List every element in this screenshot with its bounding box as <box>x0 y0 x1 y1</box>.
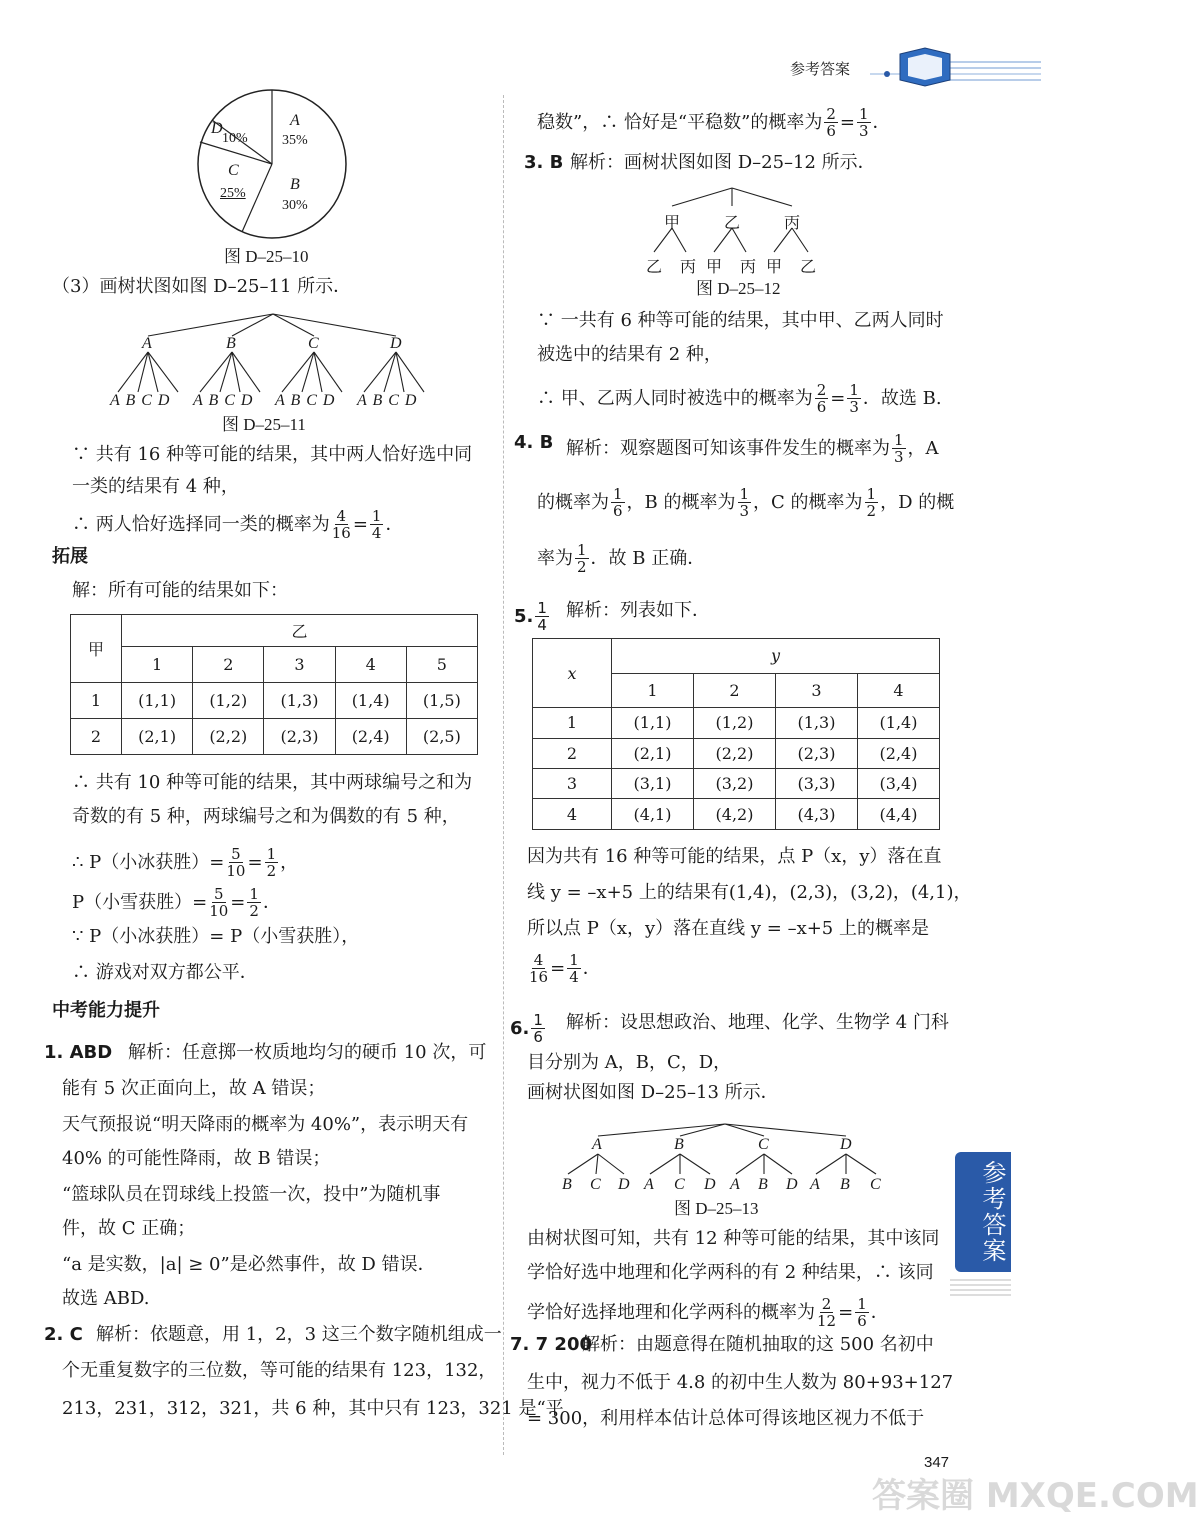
q1-line-f: 件，故 C 正确； <box>62 1218 196 1239</box>
tree13-leaf: D <box>618 1176 630 1193</box>
fraction-num: 1 <box>266 845 277 863</box>
col-header: 1 <box>612 673 694 708</box>
fraction-den: 3 <box>849 398 859 416</box>
pie-value-b: 30% <box>282 198 308 213</box>
fraction-num: 4 <box>336 507 347 525</box>
fraction-1-4 <box>567 952 581 985</box>
table-cell: (4,4) <box>858 799 940 830</box>
table-cell: (3,1) <box>612 769 694 799</box>
right-line-15: = 300，利用样本估计总体可得该地区视力不低于 <box>527 1408 925 1429</box>
fraction-den: 6 <box>826 122 836 140</box>
q5-line-a: 解析：列表如下． <box>566 600 710 621</box>
col-header: 1 <box>122 647 193 683</box>
fraction-num: 1 <box>857 1295 867 1313</box>
fraction-1-6 <box>855 1296 869 1329</box>
q4-line-a-text: 解析：观察题图可知该事件发生的概率为 <box>566 437 890 459</box>
q4-line-a <box>566 432 939 465</box>
q4-text: ，C 的概率为 <box>753 491 863 513</box>
q5-answer <box>514 600 551 633</box>
equals: = <box>230 891 246 913</box>
table-cell: (2,5) <box>406 719 477 755</box>
q1-line-d: 40% 的可能性降雨，故 B 错误； <box>62 1148 331 1169</box>
fraction-den: 6 <box>857 1312 867 1330</box>
fraction-num: 1 <box>371 507 382 525</box>
right-line-14: 生中，视力不低于 4.8 的初中生人数为 80+93+127 <box>527 1372 954 1393</box>
fraction-num: 1 <box>858 105 869 123</box>
table-corner: x <box>533 639 612 708</box>
tree-diagram-11 <box>108 312 438 400</box>
right-line-9 <box>527 952 601 985</box>
tree11-leaves-b: A B C D <box>193 392 253 409</box>
fraction-4-16 <box>529 952 548 985</box>
q7-answer: 7. 7 200 <box>510 1334 592 1355</box>
table-cell: (3,3) <box>776 769 858 799</box>
tree11-leaves-c: A B C D <box>275 392 335 409</box>
table-cell: (1,4) <box>335 683 406 719</box>
q1-line-a: 解析：任意掷一枚质地均匀的硬币 10 次，可 <box>128 1042 487 1063</box>
table-cell: (1,5) <box>406 683 477 719</box>
q4-text: ，D 的概 <box>880 491 955 513</box>
right-line-3-text: ∴ 甲、乙两人同时被选中的概率为 <box>537 387 813 409</box>
table-cell: (1,1) <box>612 708 694 738</box>
fraction-1-4 <box>535 600 549 633</box>
q6-line-a: 解析：设思想政治、地理、化学、生物学 4 门科 <box>566 1012 949 1033</box>
q1-line-g: “a 是实数，|a| ≥ 0”是必然事件，故 D 错误． <box>62 1254 436 1275</box>
fraction-den: 4 <box>569 968 579 986</box>
left-line-5: 奇数的有 5 种，两球编号之和为偶数的有 5 种， <box>72 806 460 827</box>
tree12-leaf: 乙 <box>646 259 663 276</box>
q1-line-c: 天气预报说“明天降雨的概率为 40%”，表示明天有 <box>62 1114 469 1135</box>
side-tab <box>955 1152 1011 1272</box>
prob-bing <box>72 846 298 879</box>
fraction-num: 1 <box>849 381 859 399</box>
equals: = <box>247 851 263 873</box>
section-zhongkao: 中考能力提升 <box>52 1000 160 1021</box>
left-line-3-text: ∴ 两人恰好选择同一类的概率为 <box>72 513 330 535</box>
prob-bing-label: ∴ P（小冰获胜）= <box>72 851 225 873</box>
fraction-num: 2 <box>826 105 836 123</box>
table-cell: (2,3) <box>776 738 858 768</box>
table-row <box>533 769 940 799</box>
table-row <box>71 683 478 719</box>
pie-label-d: D <box>211 120 223 137</box>
right-line-3-end: ．故选 B. <box>862 387 942 409</box>
figure-caption-11: 图 D–25–11 <box>222 415 306 434</box>
q4-line-a-end: ，A <box>907 437 939 459</box>
watermark: 答案圈 MXQE.COM <box>872 1476 1199 1516</box>
table-cell: (2,1) <box>122 719 193 755</box>
q2-line-a: 解析：依题意，用 1，2，3 这三个数字随机组成一 <box>96 1324 502 1345</box>
q4-answer: 4. B <box>514 432 554 453</box>
right-line-11: 由树状图可知，共有 12 种等可能的结果，其中该同 <box>527 1228 940 1249</box>
q2-line-c: 213，231，312，321，共 6 种，其中只有 123，321 是“平 <box>62 1398 564 1419</box>
figure-caption-10: 图 D–25–10 <box>224 247 309 266</box>
left-line-7: ∴ 游戏对双方都公平． <box>72 962 258 983</box>
q4-text: 率为 <box>537 547 573 569</box>
table-cell: (1,4) <box>858 708 940 738</box>
result-table-right <box>532 638 940 830</box>
fraction-1-2 <box>575 542 589 575</box>
tree13-leaf: A <box>644 1176 654 1193</box>
row-header: 2 <box>533 738 612 768</box>
tree13-leaf: D <box>786 1176 798 1193</box>
q6-answer <box>510 1012 547 1045</box>
fraction-den: 16 <box>331 524 351 542</box>
fraction-num: 5 <box>231 845 241 863</box>
q4-text: ，B 的概率为 <box>626 491 736 513</box>
right-line-13 <box>527 1296 889 1329</box>
table-cell: (2,2) <box>193 719 264 755</box>
table-top-header: 乙 <box>122 615 478 647</box>
q5-number: 5. <box>514 605 534 627</box>
equals: = <box>550 957 566 979</box>
table-cell: (2,4) <box>335 719 406 755</box>
fraction-den: 2 <box>266 862 277 880</box>
row-header: 4 <box>533 799 612 830</box>
period: ． <box>582 957 601 979</box>
column-divider <box>503 95 505 1455</box>
pie-label-c: C <box>228 162 239 179</box>
tree13-leaf: A <box>810 1176 820 1193</box>
tree11-node-a: A <box>142 335 152 352</box>
tree13-leaf: C <box>674 1176 685 1193</box>
table-cell: (4,2) <box>694 799 776 830</box>
fraction-den: 2 <box>249 902 259 920</box>
fraction-den: 6 <box>816 398 827 416</box>
fraction-den: 3 <box>739 502 750 520</box>
figure-caption-13: 图 D–25–13 <box>674 1199 759 1218</box>
result-table-left <box>70 614 478 755</box>
table-cell: (4,1) <box>612 799 694 830</box>
fraction-num: 1 <box>533 1011 543 1029</box>
fraction-den: 10 <box>226 862 246 880</box>
left-line-3 <box>72 508 403 541</box>
fraction-num: 4 <box>533 951 544 969</box>
tree13-leaf: C <box>870 1176 881 1193</box>
fraction-2-12 <box>817 1296 836 1329</box>
table-row <box>533 738 940 768</box>
fraction-1-3 <box>892 432 906 465</box>
row-header: 2 <box>71 719 122 755</box>
fraction-1-2 <box>265 846 279 879</box>
table-row <box>533 708 940 738</box>
q1-line-h: 故选 ABD. <box>62 1288 150 1309</box>
left-line-4: ∴ 共有 10 种等可能的结果，其中两球编号之和为 <box>72 772 473 793</box>
col-header: 5 <box>406 647 477 683</box>
table-row <box>533 799 940 830</box>
tree13-leaf: D <box>704 1176 716 1193</box>
comma: ， <box>280 851 299 873</box>
tree13-leaf: A <box>730 1176 740 1193</box>
col-header: 2 <box>193 647 264 683</box>
header-title: 参考答案 <box>790 60 851 78</box>
q6-number: 6. <box>510 1017 530 1039</box>
fraction-2-6 <box>815 382 829 415</box>
tree13-leaf: C <box>590 1176 601 1193</box>
fraction-num: 2 <box>821 1295 832 1313</box>
tree13-node-d: D <box>840 1136 852 1153</box>
table-cell: (1,3) <box>776 708 858 738</box>
tree12-leaf: 丙 <box>740 259 757 276</box>
right-line-r9: 目分别为 A，B，C，D， <box>527 1052 732 1073</box>
fraction-1-3 <box>738 486 752 519</box>
tree13-node-a: A <box>592 1136 602 1153</box>
table-cell: (1,2) <box>193 683 264 719</box>
tree12-leaf: 丙 <box>680 259 697 276</box>
fraction-den: 3 <box>858 122 869 140</box>
fraction-1-4 <box>370 508 384 541</box>
period: ． <box>262 891 281 913</box>
table-cell: (2,1) <box>612 738 694 768</box>
right-line-0-text: 稳数”，∴ 恰好是“平稳数”的概率为 <box>537 111 823 133</box>
table-cell: (4,3) <box>776 799 858 830</box>
fraction-1-3 <box>847 382 861 415</box>
tree13-node-b: B <box>674 1136 684 1153</box>
tree11-node-d: D <box>390 335 402 352</box>
equals: = <box>830 387 846 409</box>
fraction-den: 16 <box>529 968 549 986</box>
fraction-4-16 <box>332 508 351 541</box>
fraction-num: 1 <box>577 541 587 559</box>
row-header: 1 <box>71 683 122 719</box>
col-header: 3 <box>264 647 335 683</box>
right-line-1: ∵ 一共有 6 种等可能的结果，其中甲、乙两人同时 <box>537 310 944 331</box>
table-top-header: y <box>612 639 940 674</box>
fraction-num: 1 <box>894 431 904 449</box>
q4-line-b <box>537 486 954 519</box>
prob-xue <box>72 886 281 919</box>
fraction-num: 1 <box>866 485 877 503</box>
prob-xue-label: P（小雪获胜）= <box>72 891 208 913</box>
table-cell: (3,4) <box>858 769 940 799</box>
col-header: 4 <box>858 673 940 708</box>
right-line-r10: 画树状图如图 D–25–13 所示． <box>527 1082 779 1103</box>
right-line-3 <box>537 382 942 415</box>
fraction-num: 1 <box>569 951 579 969</box>
tree12-leaf: 甲 <box>766 259 783 276</box>
side-tab-stripes <box>950 1276 1011 1300</box>
solution-intro: 解：所有可能的结果如下： <box>72 580 288 601</box>
table-cell: (1,2) <box>694 708 776 738</box>
table-row <box>71 719 478 755</box>
q3-answer: 3. B <box>524 152 564 173</box>
fraction-1-6 <box>611 486 625 519</box>
row-header: 1 <box>533 708 612 738</box>
fraction-den: 2 <box>577 558 587 576</box>
fraction-num: 1 <box>537 599 547 617</box>
q4-text: ．故 B 正确． <box>590 547 706 569</box>
period: ． <box>870 1301 889 1323</box>
right-line-8: 所以点 P（x，y）落在直线 y = –x+5 上的概率是 <box>527 918 929 939</box>
table-cell: (2,3) <box>264 719 335 755</box>
fraction-2-6 <box>824 106 838 139</box>
figure-caption-12: 图 D–25–12 <box>696 279 781 298</box>
right-line-7: 线 y = –x+5 上的结果有(1,4)，(2,3)，(3,2)，(4,1)， <box>527 882 972 903</box>
q2-answer: 2. C <box>44 1324 83 1345</box>
header-decoration <box>870 40 1041 90</box>
fraction-den: 12 <box>817 1312 837 1330</box>
fraction-5-10 <box>209 886 228 919</box>
fraction-den: 3 <box>894 448 904 466</box>
period: ． <box>872 111 891 133</box>
tree13-node-c: C <box>758 1136 769 1153</box>
right-line-6: 因为共有 16 种等可能的结果，点 P（x，y）落在直 <box>527 846 942 867</box>
left-line-2: 一类的结果有 4 种， <box>72 476 239 497</box>
table-corner: 甲 <box>71 615 122 683</box>
page-number: 347 <box>924 1454 950 1471</box>
left-line-1: ∵ 共有 16 种等可能的结果，其中两人恰好选中同 <box>72 444 473 465</box>
q4-text: 的概率为 <box>537 491 609 513</box>
fraction-num: 5 <box>213 885 224 903</box>
tree11-leaves-a: A B C D <box>110 392 170 409</box>
tree12-node-jia: 甲 <box>664 215 681 232</box>
fraction-den: 2 <box>866 502 877 520</box>
tree12-node-bing: 丙 <box>784 215 801 232</box>
pie-label-b: B <box>290 176 300 193</box>
fraction-num: 1 <box>613 485 623 503</box>
fraction-num: 1 <box>739 485 750 503</box>
q1-answer: 1. ABD <box>44 1042 113 1063</box>
equals: = <box>352 513 368 535</box>
tree11-node-c: C <box>308 335 319 352</box>
fraction-num: 1 <box>249 885 259 903</box>
period: ． <box>385 513 404 535</box>
q1-line-b: 能有 5 次正面向上，故 A 错误； <box>62 1078 326 1099</box>
row-header: 3 <box>533 769 612 799</box>
fraction-den: 4 <box>371 524 382 542</box>
pie-label-a: A <box>290 112 300 129</box>
col-header: 4 <box>335 647 406 683</box>
tree13-leaf: B <box>840 1176 850 1193</box>
tree13-leaf: B <box>562 1176 572 1193</box>
equals: = <box>839 111 855 133</box>
fraction-den: 10 <box>209 902 229 920</box>
pie-value-a: 35% <box>282 133 308 148</box>
tree12-leaf: 甲 <box>706 259 723 276</box>
fraction-den: 6 <box>533 1028 543 1046</box>
pie-value-d: 10% <box>222 131 248 146</box>
col-header: 3 <box>776 673 858 708</box>
right-line-0 <box>537 106 891 139</box>
side-tab-label: 参考答案 <box>978 1160 1006 1264</box>
section-tuozhan: 拓展 <box>52 546 88 567</box>
pie-value-c: 25% <box>220 186 246 201</box>
fraction-den: 4 <box>537 616 547 634</box>
left-line-6: ∵ P（小冰获胜）= P（小雪获胜）， <box>72 926 360 947</box>
q2-line-b: 个无重复数字的三位数，等可能的结果有 123，132， <box>62 1360 497 1381</box>
table-cell: (2,4) <box>858 738 940 768</box>
table-cell: (2,2) <box>694 738 776 768</box>
equals: = <box>838 1301 854 1323</box>
part3-text: （3）画树状图如图 D–25–11 所示． <box>52 276 352 297</box>
table-cell: (3,2) <box>694 769 776 799</box>
tree12-node-yi: 乙 <box>724 215 741 232</box>
table-cell: (1,1) <box>122 683 193 719</box>
fraction-5-10 <box>226 846 245 879</box>
tree11-leaves-d: A B C D <box>357 392 417 409</box>
tree12-leaf: 乙 <box>800 259 817 276</box>
fraction-den: 6 <box>613 502 623 520</box>
tree11-node-b: B <box>226 335 236 352</box>
fraction-num: 2 <box>816 381 827 399</box>
fraction-1-3 <box>857 106 871 139</box>
q1-line-e: “篮球队员在罚球线上投篮一次，投中”为随机事 <box>62 1184 441 1205</box>
q7-line-a: 解析：由题意得在随机抽取的这 500 名初中 <box>582 1334 934 1355</box>
fraction-1-2 <box>865 486 879 519</box>
fraction-1-6 <box>531 1012 545 1045</box>
right-line-2: 被选中的结果有 2 种， <box>537 344 722 365</box>
tree13-leaf: B <box>758 1176 768 1193</box>
right-line-12: 学恰好选中地理和化学两科的有 2 种结果，∴ 该同 <box>527 1262 934 1283</box>
fraction-1-2 <box>247 886 261 919</box>
col-header: 2 <box>694 673 776 708</box>
table-cell: (1,3) <box>264 683 335 719</box>
pie-chart <box>196 88 348 240</box>
right-line-13-text: 学恰好选择地理和化学两科的概率为 <box>527 1301 815 1323</box>
q3-line-a: 解析：画树状图如图 D–25–12 所示． <box>570 152 876 173</box>
q4-line-c <box>537 542 705 575</box>
